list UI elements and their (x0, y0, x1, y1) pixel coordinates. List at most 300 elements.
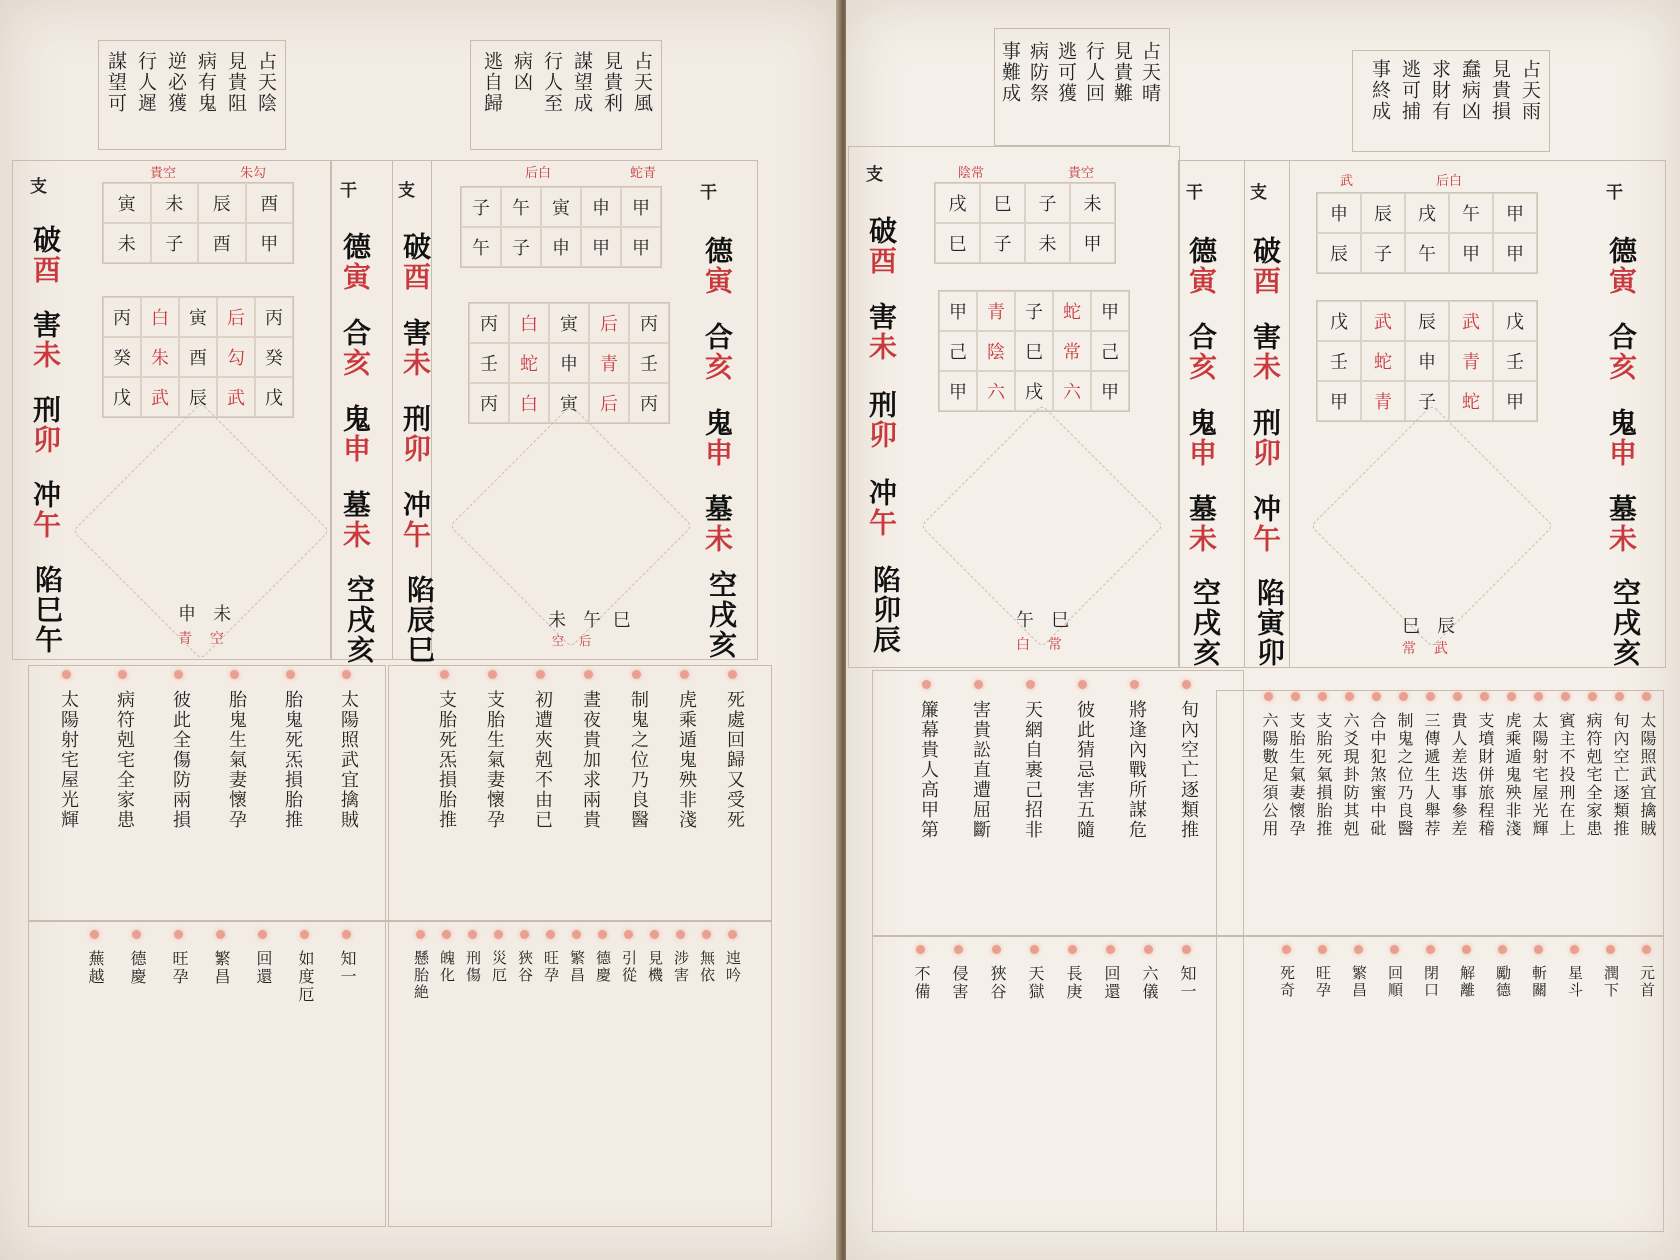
stem-side-col (1604, 322, 1638, 382)
lesson-cell: 辰 (1361, 193, 1405, 233)
trans-cell: 陰 (977, 331, 1015, 371)
lower-column: 侵害 (950, 965, 969, 1001)
stem-side-col (700, 322, 734, 382)
trans-cell: 戊 (1317, 301, 1361, 341)
ink-dot (728, 930, 737, 939)
side-char: 德 (339, 232, 372, 262)
notes-divider (28, 920, 772, 922)
chart1-top-red (150, 162, 176, 181)
side-char: 酉 (1249, 266, 1282, 296)
ink-dot (416, 930, 425, 939)
side-char: 卯 (399, 434, 432, 464)
note-column: 太陽射宅屋光輝 (58, 690, 79, 830)
lesson-cell: 寅 (541, 187, 581, 227)
lesson-cell: 未 (1025, 223, 1070, 263)
branch-side-col (398, 318, 432, 378)
lower-column: 繁昌 (568, 950, 586, 984)
ink-dot (1318, 945, 1327, 954)
chart1-side-col (28, 225, 62, 285)
note-column: 太陽照武宜擒賊 (1638, 712, 1657, 838)
ink-dot (1570, 945, 1579, 954)
bottom-red: 白 (1016, 637, 1030, 653)
stem-side-col (338, 318, 372, 378)
lesson-cell: 甲 (1070, 223, 1115, 263)
bottom-red: 常 (1047, 637, 1062, 653)
bottom-red: 空 (209, 631, 224, 647)
note-column: 簾幕貴人高甲第 (918, 700, 939, 840)
stem-foot: 空戌亥 (1189, 578, 1222, 668)
lower-column: 德慶 (594, 950, 612, 984)
side-char: 卯 (865, 420, 898, 450)
chart2-top-red (525, 162, 551, 181)
stem-foot: 空戌亥 (343, 575, 376, 665)
omen-box-b (1352, 50, 1550, 152)
ink-dot (536, 670, 545, 679)
trans-cell: 壬 (1317, 341, 1361, 381)
side-char: 刑 (29, 395, 62, 425)
trans-cell: 常 (1053, 331, 1091, 371)
ink-dot (1498, 945, 1507, 954)
lesson-cell: 子 (980, 223, 1025, 263)
ink-dot (1144, 945, 1153, 954)
lesson-cell: 未 (1070, 183, 1115, 223)
lower-column: 知一 (338, 950, 357, 986)
trans-cell: 甲 (1317, 381, 1361, 421)
lesson-cell: 戌 (935, 183, 980, 223)
lower-column: 回還 (1102, 965, 1121, 1001)
chart3-bottom (1016, 606, 1069, 632)
lower-column: 斬關 (1530, 965, 1548, 999)
bottom-red: 武 (1433, 641, 1448, 657)
note-column: 六爻現卦防其剋 (1341, 712, 1360, 838)
branch-head: 支 (866, 165, 883, 185)
trans-cell: 酉 (179, 337, 217, 377)
lesson-cell: 甲 (1449, 233, 1493, 273)
note-column: 太陽照武宜擒賊 (338, 690, 359, 830)
note-column: 虎乘遁鬼殃非淺 (1503, 712, 1522, 838)
chart4-transmission-grid (1316, 300, 1538, 422)
side-char: 未 (701, 524, 734, 554)
chart1-bottom-red (178, 628, 224, 648)
stem-head: 干 (340, 181, 357, 201)
trans-cell: 朱 (141, 337, 179, 377)
ink-dot (440, 670, 449, 679)
trans-cell: 丙 (255, 297, 293, 337)
note-column: 病符剋宅全家患 (114, 690, 135, 830)
trans-cell: 白 (141, 297, 179, 337)
ink-dot (1030, 945, 1039, 954)
trans-cell: 武 (1449, 301, 1493, 341)
omen-line: 見貴損 (1489, 59, 1511, 122)
branch-side-col (1248, 322, 1282, 382)
stem-side-col (338, 490, 372, 550)
bottom-char: 巳 (1051, 610, 1070, 631)
side-char: 午 (1249, 524, 1282, 554)
lower-column: 涉害 (672, 950, 690, 984)
ink-dot (342, 670, 351, 679)
lesson-cell: 甲 (581, 227, 621, 267)
ink-dot (572, 930, 581, 939)
omen-line: 求財有 (1429, 59, 1451, 122)
ink-dot (1453, 692, 1462, 701)
side-char: 刑 (1249, 408, 1282, 438)
branch-side-col (398, 232, 432, 292)
lower-column: 引從 (620, 950, 638, 984)
trans-cell: 后 (589, 303, 629, 343)
side-char: 申 (1605, 438, 1638, 468)
side-char: 未 (865, 332, 898, 362)
ink-dot (1606, 945, 1615, 954)
lower-column: 天獄 (1026, 965, 1045, 1001)
lower-column: 見機 (646, 950, 664, 984)
ink-dot (62, 670, 71, 679)
lower-column: 長庚 (1064, 965, 1083, 1001)
omen-line: 占天雨 (1519, 59, 1541, 122)
side-char: 墓 (1185, 494, 1218, 524)
side-char: 未 (339, 520, 372, 550)
side-char: 刑 (399, 404, 432, 434)
branch-side-col (1248, 236, 1282, 296)
trans-cell: 后 (589, 383, 629, 423)
trans-cell: 甲 (1493, 381, 1537, 421)
stem-side-col (700, 408, 734, 468)
ink-dot (676, 930, 685, 939)
side-char: 申 (1185, 438, 1218, 468)
omen-line: 逃可獲 (1055, 41, 1077, 104)
lesson-cell: 申 (1317, 193, 1361, 233)
note-column: 合中犯煞蜜中砒 (1368, 712, 1387, 838)
lower-column: 旺孕 (542, 950, 560, 984)
trans-cell: 武 (141, 377, 179, 417)
omen-line: 占天風 (631, 51, 653, 114)
lesson-cell: 酉 (198, 223, 246, 263)
omen-line: 行人至 (541, 51, 563, 114)
ink-dot (1426, 945, 1435, 954)
ink-dot (1106, 945, 1115, 954)
omen-line: 事終成 (1369, 59, 1391, 122)
note-column: 六陽數足須公用 (1260, 712, 1279, 838)
ink-dot (1534, 692, 1543, 701)
trans-cell: 武 (217, 377, 255, 417)
lower-column: 回還 (254, 950, 273, 986)
ink-dot (728, 670, 737, 679)
lesson-cell: 酉 (246, 183, 294, 223)
lesson-cell: 甲 (1493, 193, 1537, 233)
trans-cell: 辰 (1405, 301, 1449, 341)
side-char: 卯 (1249, 438, 1282, 468)
side-char: 害 (399, 318, 432, 348)
side-char: 德 (1605, 236, 1638, 266)
omen-line: 逃可捕 (1399, 59, 1421, 122)
note-column: 三傳遞生人舉荐 (1422, 712, 1441, 838)
chart3-top-red (1068, 162, 1094, 181)
stem-side-col (1604, 494, 1638, 554)
note-column: 支胎生氣妻懷孕 (1287, 712, 1306, 838)
ink-dot (494, 930, 503, 939)
chart4-bottom (1402, 612, 1455, 638)
lesson-cell: 子 (151, 223, 199, 263)
ink-dot (90, 930, 99, 939)
note-column: 胎鬼生氣妻懷孕 (226, 690, 247, 830)
trans-cell: 子 (1405, 381, 1449, 421)
bottom-char: 辰 (1437, 616, 1456, 637)
chart1-side-col (28, 480, 62, 540)
omen-line: 見貴阻 (225, 51, 247, 114)
bottom-red: 常 (1402, 641, 1416, 657)
lower-column: 潤下 (1602, 965, 1620, 999)
lower-column: 德慶 (128, 950, 147, 986)
branch-side-col (864, 478, 898, 538)
lesson-cell: 午 (461, 227, 501, 267)
lower-column: 魄化 (438, 950, 456, 984)
side-char: 合 (701, 322, 734, 352)
note-column: 死處回歸又受死 (724, 690, 745, 830)
stem-side-col (338, 404, 372, 464)
side-char: 鬼 (1185, 408, 1218, 438)
side-char: 申 (339, 434, 372, 464)
ink-dot (300, 930, 309, 939)
lower-column: 災厄 (490, 950, 508, 984)
lower-column: 不備 (912, 965, 931, 1001)
side-char: 墓 (701, 494, 734, 524)
trans-cell: 白 (509, 383, 549, 423)
omen-line: 謀望可 (105, 51, 127, 114)
trans-cell: 壬 (629, 343, 669, 383)
trans-cell: 寅 (179, 297, 217, 337)
side-char: 午 (865, 508, 898, 538)
chart2-bottom (548, 606, 631, 632)
top-red-label: 后白 (525, 166, 552, 181)
lesson-cell: 申 (581, 187, 621, 227)
trans-cell: 子 (1015, 291, 1053, 331)
top-red-label: 朱勾 (240, 166, 267, 181)
lower-column: 死奇 (1278, 965, 1296, 999)
ink-dot (1354, 945, 1363, 954)
trans-cell: 白 (509, 303, 549, 343)
side-char: 冲 (865, 478, 898, 508)
note-column: 病符剋宅全家患 (1584, 712, 1603, 838)
ink-dot (1534, 945, 1543, 954)
right-page (846, 0, 1680, 1260)
trans-cell: 丙 (629, 303, 669, 343)
note-column: 支胎死氣損胎推 (1314, 712, 1333, 838)
side-char: 破 (29, 225, 62, 255)
omen-box-a (994, 28, 1170, 146)
trans-cell: 戊 (1493, 301, 1537, 341)
trans-cell: 丙 (469, 303, 509, 343)
chart3-bottom-red (1016, 634, 1062, 654)
ink-dot (1390, 945, 1399, 954)
side-char: 亥 (339, 348, 372, 378)
lower-column: 狹谷 (516, 950, 534, 984)
ink-dot (954, 945, 963, 954)
trans-cell: 戊 (103, 377, 141, 417)
ink-dot (174, 670, 183, 679)
bottom-char: 申 (178, 604, 196, 625)
lesson-cell: 巳 (935, 223, 980, 263)
side-char: 申 (701, 438, 734, 468)
lesson-cell: 甲 (1493, 233, 1537, 273)
chart1-side-col (28, 395, 62, 455)
side-char: 破 (1249, 236, 1282, 266)
omen-line: 見貴難 (1111, 41, 1133, 104)
trans-cell: 甲 (939, 291, 977, 331)
note-column: 賓主不投刑在上 (1557, 712, 1576, 838)
lower-column: 刑傷 (464, 950, 482, 984)
side-char: 破 (399, 232, 432, 262)
top-red-label: 貴空 (1068, 166, 1095, 181)
stem-side-col (1604, 236, 1638, 296)
note-column: 彼此全傷防兩損 (170, 690, 191, 830)
ink-dot (1182, 680, 1191, 689)
branch-foot: 陷辰巳 (403, 575, 436, 665)
lesson-cell: 子 (461, 187, 501, 227)
ink-dot (598, 930, 607, 939)
side-char: 寅 (701, 266, 734, 296)
ink-dot (1345, 692, 1354, 701)
stem-foot: 空戌亥 (705, 570, 738, 660)
side-char: 酉 (399, 262, 432, 292)
trans-cell: 壬 (1493, 341, 1537, 381)
notes-frame-a (28, 665, 386, 1227)
omen-line: 謀望成 (571, 51, 593, 114)
side-char: 亥 (701, 352, 734, 382)
ink-dot (1282, 945, 1291, 954)
lower-column: 迍吟 (724, 950, 742, 984)
ink-dot (702, 930, 711, 939)
side-char: 墓 (339, 490, 372, 520)
top-red-label: 貴空 (150, 166, 177, 181)
lesson-cell: 戌 (1405, 193, 1449, 233)
trans-cell: 寅 (549, 383, 589, 423)
trans-cell: 巳 (1015, 331, 1053, 371)
lower-column: 如度厄 (296, 950, 315, 1004)
side-char: 合 (339, 318, 372, 348)
ink-dot (1026, 680, 1035, 689)
top-red-label: 武 (1340, 174, 1354, 189)
chart1-bottom (178, 600, 231, 626)
lower-column: 旺孕 (170, 950, 189, 986)
trans-cell: 蛇 (1449, 381, 1493, 421)
omen-line: 病有鬼 (195, 51, 217, 114)
ink-dot (1078, 680, 1087, 689)
branch-head: 支 (30, 177, 47, 197)
chart3-transmission-grid (938, 290, 1130, 412)
note-column: 彼此猜忌害五隨 (1074, 700, 1095, 840)
chart2-lesson-grid (460, 186, 662, 268)
ink-dot (1642, 692, 1651, 701)
stem-side-col (338, 232, 372, 292)
side-char: 害 (29, 310, 62, 340)
lower-column: 元首 (1638, 965, 1656, 999)
note-column: 胎鬼死炁損胎推 (282, 690, 303, 830)
trans-cell: 勾 (217, 337, 255, 377)
side-char: 害 (865, 302, 898, 332)
ink-dot (442, 930, 451, 939)
chart1-transmission-grid (102, 296, 294, 418)
bottom-char: 未 (213, 604, 232, 625)
side-char: 午 (29, 510, 62, 540)
chart1-side-col (28, 310, 62, 370)
lower-column: 狹谷 (988, 965, 1007, 1001)
omen-line: 病凶 (511, 51, 533, 93)
ink-dot (520, 930, 529, 939)
branch-foot: 陷寅卯 (1253, 578, 1286, 668)
stem-side-col (1184, 408, 1218, 468)
trans-cell: 甲 (939, 371, 977, 411)
trans-cell: 丙 (103, 297, 141, 337)
ink-dot (216, 930, 225, 939)
note-column: 支胎死炁損胎推 (436, 690, 457, 830)
trans-cell: 丙 (629, 383, 669, 423)
ink-dot (624, 930, 633, 939)
trans-cell: 寅 (549, 303, 589, 343)
side-char: 卯 (29, 425, 62, 455)
omen-line: 行人回 (1083, 41, 1105, 104)
stem-head: 干 (1186, 183, 1203, 203)
bottom-red: 空 (552, 634, 565, 648)
side-char: 未 (1185, 524, 1218, 554)
trans-cell: 青 (977, 291, 1015, 331)
stem-side-col (1184, 494, 1218, 554)
lesson-cell: 甲 (621, 187, 661, 227)
omen-line: 占天晴 (1139, 41, 1161, 104)
side-char: 鬼 (701, 408, 734, 438)
chart4-top-red (1436, 170, 1462, 189)
lower-column: 閉口 (1422, 965, 1440, 999)
branch-head: 支 (398, 181, 415, 201)
ink-dot (650, 930, 659, 939)
side-char: 合 (1605, 322, 1638, 352)
trans-cell: 蛇 (509, 343, 549, 383)
omen-line: 事難成 (999, 41, 1021, 104)
side-char: 德 (1185, 236, 1218, 266)
ink-dot (230, 670, 239, 679)
trans-cell: 甲 (1091, 291, 1129, 331)
lower-column: 解離 (1458, 965, 1476, 999)
note-column: 貴人差迭事參差 (1449, 712, 1468, 838)
stem-side-col (1184, 236, 1218, 296)
branch-side-col (398, 404, 432, 464)
lesson-cell: 未 (151, 183, 199, 223)
side-char: 刑 (865, 390, 898, 420)
lesson-cell: 辰 (1317, 233, 1361, 273)
ink-dot (488, 670, 497, 679)
ink-dot (286, 670, 295, 679)
note-column: 支墳財併旅程稽 (1476, 712, 1495, 838)
ink-dot (468, 930, 477, 939)
ink-dot (1507, 692, 1516, 701)
trans-cell: 申 (1405, 341, 1449, 381)
ink-dot (258, 930, 267, 939)
ink-dot (922, 680, 931, 689)
note-column: 旬內空亡逐類推 (1178, 700, 1199, 840)
omen-box-b (470, 40, 662, 150)
omen-line: 蠢病凶 (1459, 59, 1481, 122)
ink-dot (1462, 945, 1471, 954)
lesson-cell: 巳 (980, 183, 1025, 223)
side-char: 冲 (29, 480, 62, 510)
ink-dot (132, 930, 141, 939)
side-char: 鬼 (339, 404, 372, 434)
side-char: 未 (1249, 352, 1282, 382)
chart2-bottom-red (552, 632, 591, 649)
chart2-top-red (630, 162, 656, 181)
branch-head: 支 (1250, 183, 1267, 203)
lower-column: 旺孕 (1314, 965, 1332, 999)
trans-cell: 辰 (179, 377, 217, 417)
bottom-red: 青 (178, 631, 192, 647)
